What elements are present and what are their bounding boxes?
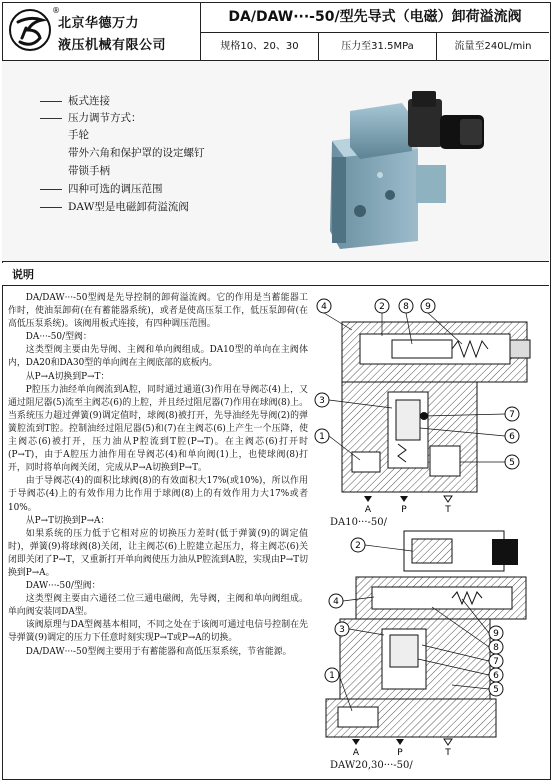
paragraph: DAW···-50/型阀： <box>25 581 101 592</box>
diagram-da10 <box>312 296 548 516</box>
features-panel <box>2 61 549 262</box>
sectional-drawing <box>312 296 548 516</box>
callout-label: 4 <box>321 302 327 312</box>
registered-mark: ® <box>52 6 60 15</box>
port-label: T <box>445 748 451 758</box>
paragraph: 这类型阀主要由六通径二位三通电磁阀，先导阀，主阀和单向阀组成。单向阀安装同DA型。 <box>8 594 308 618</box>
spec-flow: 流量至240L/min <box>454 41 532 52</box>
diagram-caption: DAW20,30···-50/ <box>330 760 413 771</box>
callout-label: 9 <box>425 302 431 312</box>
port-label: P <box>397 748 403 758</box>
port-label: A <box>364 505 372 515</box>
diagram-caption: DA10···-50/ <box>330 517 387 528</box>
spec-pressure: 压力至31.5MPa <box>319 33 437 60</box>
diagram-daw2030 <box>312 525 548 770</box>
paragraph: DA···-50/型阀： <box>25 332 92 343</box>
feature-subitem: 带锁手柄 <box>68 165 110 177</box>
port-label: A <box>352 748 360 758</box>
callout-label: 1 <box>319 432 325 442</box>
callout-label: 8 <box>493 643 499 653</box>
callout-label: 8 <box>403 302 409 312</box>
callout-label: 6 <box>509 432 515 442</box>
paragraph: 该阀原理与DA型阀基本相同，不同之处在于该阀可通过电信号控制在先导弹簧(9)调定的压力下任意时刻实现P→T或P→A的切换。 <box>8 620 308 644</box>
paragraph: 从P→T切换到P→A： <box>25 515 110 526</box>
feature-item: 压力调节方式： <box>40 110 142 125</box>
paragraph: DA/DAW···-50型阀主要用于有蓄能器和高低压泵系统，节省能源。 <box>25 646 292 657</box>
paragraph: DA/DAW···-50型阀是先导控制的卸荷溢流阀。它的作用是当蓄能器工作时，使油泵卸荷(在有蓄能器系统)，或者是使高压泵工作，低压泵卸荷(在高低压泵系统)。该阀用板式连接，有四种调压范围。 <box>8 293 308 330</box>
callout-label: 4 <box>333 597 339 607</box>
spec-size: 规格10、20、30 <box>201 33 319 60</box>
valve-photo <box>320 91 490 253</box>
paragraph: 从P→A切换到P→T： <box>25 371 110 382</box>
section-title: 说明 <box>12 268 34 281</box>
page-title: DA/DAW···-50/型先导式（电磁）卸荷溢流阀 <box>201 2 549 33</box>
feature-subitem: 手轮 <box>68 129 89 141</box>
callout-label: 7 <box>509 410 515 420</box>
paragraph: 由于导阀芯(4)的面积比球阀(8)的有效面积大17%(或10%)，所以作用于导阀芯(4)上的有效作用力比作用于球阀(8)上的有效作用力大17%或者10%。 <box>8 476 308 513</box>
callout-label: 3 <box>319 396 325 406</box>
callout-label: 2 <box>355 541 361 551</box>
description-text <box>8 292 308 659</box>
callout-label: 2 <box>379 302 385 312</box>
feature-item: 板式连接 <box>40 93 110 108</box>
callout-label: 6 <box>493 671 499 681</box>
feature-item: 四种可选的调压范围 <box>40 181 163 196</box>
company-name-line2: 液压机械有限公司 <box>58 38 167 53</box>
callout-label: 5 <box>509 458 515 468</box>
paragraph: P腔压力油经单向阀流到A腔，同时通过通道(3)作用在导阀芯(4)上，又通过阻尼器(5)流至主阀芯(6)的上腔，并且经过阻尼器(7)作用在球阀(8)上。当系统压力超过弹簧(9)调定值时，球阀(8)被打开，先导油经先导阀(2)的弹簧腔流到T腔。控制油经过阻尼器(5)和(7)在主阀芯(6)上产生一个压降，使主阀芯(6)被打开，压力油从P腔流到T腔(P→T)。在主阀芯(6)打开时(P→T)，由于A腔压力油作用在导阀芯(4)和单向阀(1)上，也使球阀(8)打开，同时将单向阀关闭，完成从P→A切换到P→T。 <box>8 384 308 474</box>
sectional-drawing <box>312 525 548 765</box>
port-label: P <box>401 505 407 515</box>
company-name-line1: 北京华德万力 <box>58 16 140 31</box>
company-block <box>2 2 201 60</box>
callout-label: 5 <box>493 685 499 695</box>
company-logo <box>8 8 52 52</box>
paragraph: 如果系统的压力低于它相对应的切换压力差时(低于弹簧(9)的调定值时)，弹簧(9)将球阀(8)关闭，让主阀芯(6)上腔建立起压力，将主阀芯(6)关闭即关闭了P→T，又重新打开单向阀使压力油从P腔流到A腔，实现由P→T切换到P→A。 <box>8 528 308 578</box>
feature-item: DAW型是电磁卸荷溢流阀 <box>40 199 189 214</box>
header <box>2 2 549 61</box>
port-label: T <box>445 505 451 515</box>
callout-label: 1 <box>329 671 335 681</box>
callout-label: 9 <box>493 629 499 639</box>
section-header <box>2 263 549 286</box>
callout-label: 3 <box>339 625 345 635</box>
feature-subitem: 带外六角和保护罩的设定螺钉 <box>68 147 205 159</box>
paragraph: 这类型阀主要由先导阀、主阀和单向阀组成。DA10型的单向在主阀体内，DA20和DA30型的单向阀在主阀底部的底板内。 <box>8 345 308 369</box>
callout-label: 7 <box>493 657 499 667</box>
